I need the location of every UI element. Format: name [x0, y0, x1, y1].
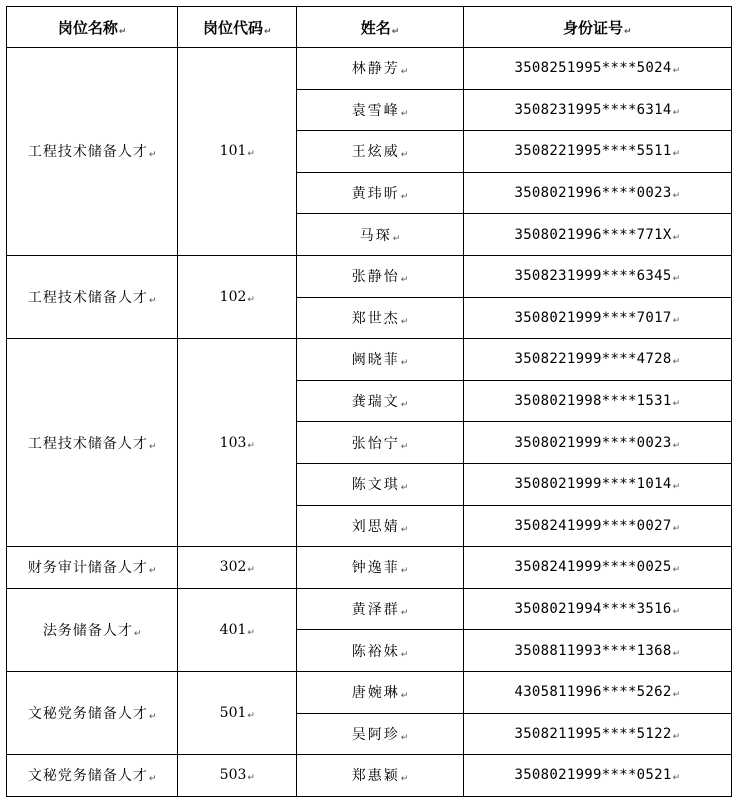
table-row — [7, 547, 732, 589]
paragraph-mark-icon: ↵ — [400, 275, 409, 286]
post-code-text: 101 — [219, 143, 247, 160]
post-name-cell — [7, 48, 178, 256]
person-name-cell — [297, 380, 463, 422]
post-code-text: 501 — [219, 705, 247, 721]
person-name-text: 刘思婧 — [351, 518, 400, 535]
post-code-text: 503 — [219, 767, 247, 784]
paragraph-mark-icon: ↵ — [400, 566, 409, 577]
post-name-cell — [7, 671, 178, 754]
id-number-cell — [463, 380, 731, 422]
table-row — [7, 48, 732, 90]
post-code-cell — [178, 671, 297, 754]
person-name-cell — [297, 89, 463, 131]
id-number-cell — [463, 255, 731, 297]
paragraph-mark-icon: ↵ — [400, 608, 409, 619]
paragraph-mark-icon: ↵ — [624, 26, 632, 37]
paragraph-mark-icon: ↵ — [400, 150, 409, 161]
person-name-text: 张怡宁 — [351, 435, 400, 452]
person-name-cell — [297, 255, 463, 297]
paragraph-mark-icon: ↵ — [672, 357, 681, 368]
paragraph-mark-icon: ↵ — [400, 316, 409, 327]
person-name-cell — [297, 463, 463, 505]
person-name-text: 龚瑞文 — [351, 394, 400, 411]
person-name-text: 郑惠颖 — [351, 768, 400, 785]
paragraph-mark-icon: ↵ — [400, 732, 409, 743]
id-number-cell — [463, 131, 731, 173]
paragraph-mark-icon: ↵ — [391, 26, 400, 37]
id-number-text: 3508021999****0521 — [514, 767, 672, 784]
paragraph-mark-icon: ↵ — [400, 524, 409, 535]
post-code-cell — [178, 547, 297, 589]
id-number-text: 3508021998****1531 — [514, 393, 672, 410]
id-number-cell — [463, 505, 731, 547]
person-name-text: 吴阿珍 — [351, 726, 400, 743]
table-body — [7, 48, 732, 797]
post-code-cell — [178, 255, 297, 338]
post-code-text: 302 — [219, 559, 247, 576]
post-code-cell — [178, 755, 297, 797]
paragraph-mark-icon: ↵ — [148, 441, 157, 452]
candidate-table — [6, 6, 732, 797]
paragraph-mark-icon: ↵ — [400, 358, 409, 369]
id-number-text: 3508241999****0025 — [514, 559, 672, 576]
person-name-text: 黄泽群 — [351, 602, 400, 619]
post-name-cell — [7, 339, 178, 547]
id-number-text: 3508021999****1014 — [514, 476, 672, 493]
person-name-cell — [297, 630, 463, 672]
table-row — [7, 671, 732, 713]
paragraph-mark-icon: ↵ — [672, 773, 681, 784]
person-name-text: 唐婉琳 — [351, 685, 400, 702]
paragraph-mark-icon: ↵ — [118, 26, 127, 37]
id-number-text: 3508021999****0023 — [514, 434, 672, 451]
paragraph-mark-icon: ↵ — [400, 483, 409, 494]
paragraph-mark-icon: ↵ — [148, 712, 157, 722]
post-name-text: 工程技术储备人才 — [27, 144, 148, 161]
person-name-text: 郑世杰 — [351, 310, 400, 327]
paragraph-mark-icon: ↵ — [400, 774, 409, 785]
paragraph-mark-icon: ↵ — [672, 315, 681, 326]
id-number-cell — [463, 755, 731, 797]
header-post-name: 岗位名称↵ — [7, 7, 178, 48]
person-name-text: 袁雪峰 — [351, 102, 400, 119]
paragraph-mark-icon: ↵ — [400, 192, 409, 203]
post-name-cell — [7, 755, 178, 797]
paragraph-mark-icon: ↵ — [672, 607, 681, 618]
id-number-cell — [463, 713, 731, 755]
paragraph-mark-icon: ↵ — [148, 566, 157, 577]
paragraph-mark-icon: ↵ — [148, 150, 157, 161]
paragraph-mark-icon: ↵ — [672, 440, 681, 451]
paragraph-mark-icon: ↵ — [400, 67, 409, 78]
id-number-text: 3508021996****0023 — [514, 185, 672, 202]
person-name-text: 陈文琪 — [351, 477, 400, 494]
id-number-text: 3508251995****5024 — [514, 60, 672, 77]
paragraph-mark-icon: ↵ — [672, 232, 681, 243]
id-number-text: 4305811996****5262 — [514, 684, 672, 701]
paragraph-mark-icon: ↵ — [247, 149, 255, 160]
person-name-cell — [297, 713, 463, 755]
post-name-text: 文秘党务储备人才 — [27, 768, 148, 785]
id-number-text: 3508231999****6345 — [514, 268, 672, 285]
person-name-cell — [297, 214, 463, 256]
person-name-cell — [297, 48, 463, 90]
paragraph-mark-icon: ↵ — [672, 482, 681, 493]
post-code-cell — [178, 48, 297, 256]
paragraph-mark-icon: ↵ — [400, 108, 409, 119]
paragraph-mark-icon: ↵ — [400, 400, 409, 411]
id-number-text: 3508021999****7017 — [514, 309, 672, 326]
person-name-cell — [297, 172, 463, 214]
person-name-cell — [297, 588, 463, 630]
id-number-text: 3508221999****4728 — [514, 351, 672, 368]
id-number-text: 3508211995****5122 — [514, 725, 672, 742]
table-row — [7, 755, 732, 797]
id-number-cell — [463, 339, 731, 381]
header-row — [7, 7, 732, 48]
post-code-cell — [178, 588, 297, 671]
post-code-cell — [178, 339, 297, 547]
id-number-cell — [463, 547, 731, 589]
person-name-text: 黄玮昕 — [351, 186, 400, 203]
id-number-cell — [463, 89, 731, 131]
id-number-text: 3508021996****771X — [514, 226, 672, 243]
paragraph-mark-icon: ↵ — [247, 711, 255, 721]
person-name-cell — [297, 755, 463, 797]
paragraph-mark-icon: ↵ — [672, 648, 681, 659]
person-name-text: 王炫威 — [351, 144, 400, 161]
person-name-text: 马琛 — [359, 227, 392, 244]
post-name-text: 文秘党务储备人才 — [27, 706, 148, 722]
paragraph-mark-icon: ↵ — [400, 649, 409, 660]
paragraph-mark-icon: ↵ — [247, 440, 255, 451]
post-name-cell — [7, 588, 178, 671]
post-name-text: 法务储备人才 — [42, 622, 133, 639]
id-number-cell — [463, 214, 731, 256]
paragraph-mark-icon: ↵ — [672, 565, 681, 576]
id-number-text: 3508231995****6314 — [514, 101, 672, 118]
paragraph-mark-icon: ↵ — [672, 274, 681, 285]
id-number-cell — [463, 172, 731, 214]
post-code-text: 103 — [219, 434, 247, 451]
header-post-code: 岗位代码↵ — [178, 7, 297, 48]
person-name-cell — [297, 547, 463, 589]
id-number-text: 3508221995****5511 — [514, 143, 672, 160]
paragraph-mark-icon: ↵ — [133, 628, 142, 639]
person-name-cell — [297, 131, 463, 173]
person-name-cell — [297, 671, 463, 713]
person-name-cell — [297, 297, 463, 339]
person-name-cell — [297, 422, 463, 464]
id-number-text: 3508241999****0027 — [514, 517, 672, 534]
paragraph-mark-icon: ↵ — [672, 107, 681, 118]
paragraph-mark-icon: ↵ — [148, 296, 157, 307]
paragraph-mark-icon: ↵ — [672, 523, 681, 534]
id-number-cell — [463, 588, 731, 630]
id-number-cell — [463, 48, 731, 90]
paragraph-mark-icon: ↵ — [392, 233, 401, 244]
person-name-text: 钟逸菲 — [351, 560, 400, 577]
paragraph-mark-icon: ↵ — [400, 441, 409, 452]
table-row — [7, 255, 732, 297]
person-name-text: 阙晓菲 — [351, 352, 400, 369]
paragraph-mark-icon: ↵ — [672, 690, 681, 701]
id-number-text: 3508811993****1368 — [514, 642, 672, 659]
paragraph-mark-icon: ↵ — [247, 773, 255, 784]
post-code-text: 102 — [219, 289, 247, 306]
id-number-cell — [463, 297, 731, 339]
id-number-cell — [463, 422, 731, 464]
id-number-cell — [463, 463, 731, 505]
table-header — [7, 7, 732, 48]
header-id-number: 身份证号↵ — [463, 7, 731, 48]
paragraph-mark-icon: ↵ — [264, 26, 272, 37]
paragraph-mark-icon: ↵ — [247, 565, 255, 576]
person-name-cell — [297, 339, 463, 381]
post-name-text: 财务审计储备人才 — [27, 560, 148, 577]
table-row — [7, 339, 732, 381]
paragraph-mark-icon: ↵ — [672, 731, 681, 742]
person-name-text: 张静怡 — [351, 269, 400, 286]
id-number-text: 3508021994****3516 — [514, 601, 672, 618]
table-row — [7, 588, 732, 630]
paragraph-mark-icon: ↵ — [400, 691, 409, 702]
paragraph-mark-icon: ↵ — [672, 191, 681, 202]
person-name-text: 林静芳 — [351, 61, 400, 78]
paragraph-mark-icon: ↵ — [148, 774, 157, 785]
post-name-cell — [7, 255, 178, 338]
person-name-text: 陈裕妹 — [351, 643, 400, 660]
paragraph-mark-icon: ↵ — [672, 399, 681, 410]
paragraph-mark-icon: ↵ — [672, 149, 681, 160]
post-code-text: 401 — [219, 621, 247, 638]
paragraph-mark-icon: ↵ — [672, 66, 681, 77]
paragraph-mark-icon: ↵ — [247, 627, 255, 638]
header-name: 姓名↵ — [297, 7, 463, 48]
post-name-text: 工程技术储备人才 — [27, 435, 148, 452]
post-name-text: 工程技术储备人才 — [27, 290, 148, 307]
person-name-cell — [297, 505, 463, 547]
id-number-cell — [463, 671, 731, 713]
paragraph-mark-icon: ↵ — [247, 295, 255, 306]
id-number-cell — [463, 630, 731, 672]
post-name-cell — [7, 547, 178, 589]
